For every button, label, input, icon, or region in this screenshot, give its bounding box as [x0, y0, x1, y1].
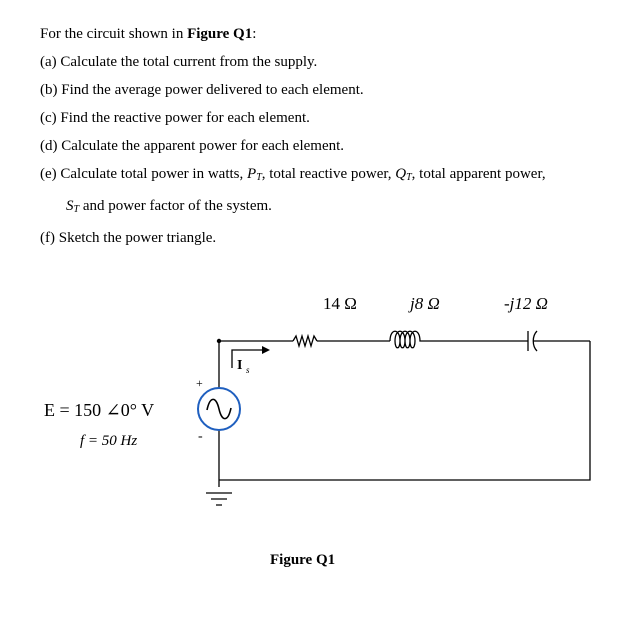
- part-e-s-symbol: S: [66, 198, 74, 214]
- capacitor-label: -j12 Ω: [504, 294, 548, 313]
- return-wire: [219, 341, 590, 480]
- resistor-label: 14 Ω: [323, 294, 357, 313]
- source-voltage-label: E = 150 ∠0° V: [44, 400, 155, 420]
- part-e-q-symbol: Q: [395, 166, 407, 182]
- part-e-p-symbol: P: [247, 166, 257, 182]
- inductor-symbol: [390, 331, 450, 348]
- ground-icon: [206, 493, 232, 505]
- part-f: (f) Sketch the power triangle.: [40, 230, 217, 246]
- current-arrowhead: [262, 346, 270, 354]
- part-e-text-3: , total apparent power,: [411, 166, 546, 182]
- part-e-text-4: and power factor of the system.: [79, 198, 272, 214]
- part-a: (a) Calculate the total current from the supply.: [40, 54, 318, 70]
- part-e-p-subscript: T: [256, 172, 262, 183]
- current-subscript: s: [246, 365, 250, 375]
- resistor-symbol: [293, 336, 317, 346]
- part-e-text-1: (e) Calculate total power in watts,: [40, 166, 248, 182]
- intro-suffix: :: [252, 26, 257, 42]
- current-label: I: [237, 358, 243, 373]
- part-d: (d) Calculate the apparent power for each element.: [40, 138, 345, 154]
- part-b: (b) Find the average power delivered to each element.: [40, 82, 364, 98]
- frequency-label: f = 50 Hz: [80, 433, 138, 449]
- inductor-label: j8 Ω: [410, 294, 440, 313]
- part-e-q-subscript: T: [406, 172, 412, 183]
- negative-terminal-sign: -: [198, 429, 203, 444]
- intro-figure-ref: Figure Q1: [187, 26, 253, 42]
- intro-prefix: For the circuit shown in: [40, 26, 188, 42]
- positive-terminal-sign: +: [196, 376, 203, 390]
- part-e-text-2: , total reactive power,: [261, 166, 396, 182]
- junction-dot: [217, 339, 221, 343]
- part-e-s-subscript: T: [73, 204, 80, 215]
- sine-wave-icon: [207, 399, 231, 418]
- part-c: (c) Find the reactive power for each element.: [40, 110, 310, 126]
- figure-caption: Figure Q1: [270, 552, 336, 568]
